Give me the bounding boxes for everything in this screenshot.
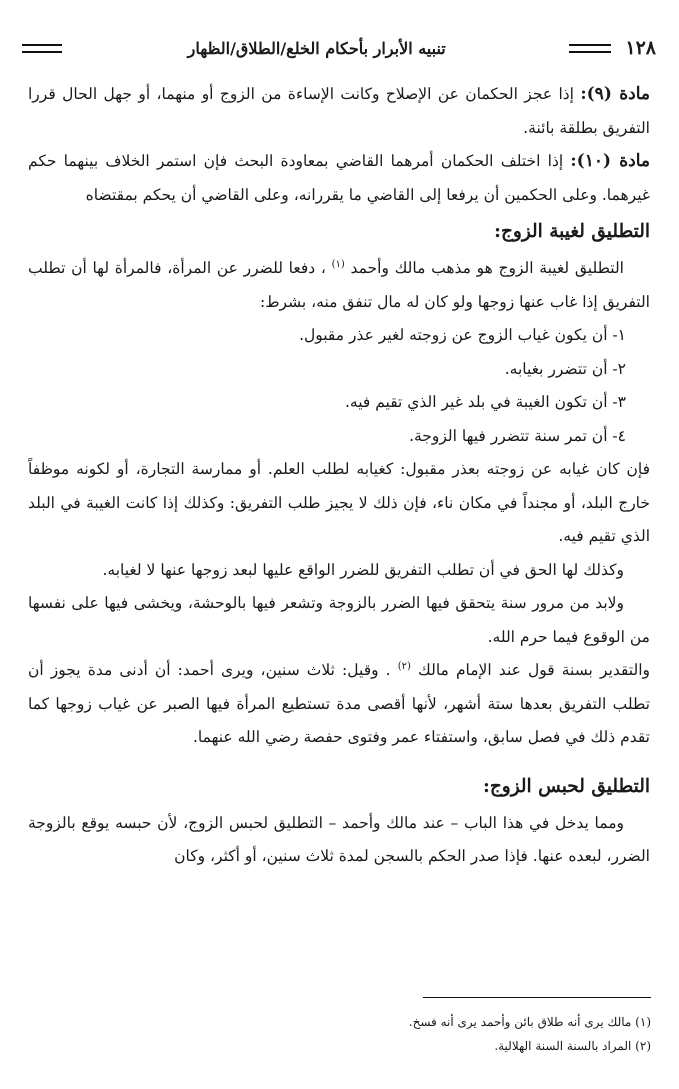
paragraph-intro: [28, 252, 650, 319]
paragraph-text: والتقدير بسنة قول عند الإمام مالك: [418, 661, 650, 679]
footnote-ref-2: (٢): [397, 660, 411, 672]
footnote-ref-1: (١): [331, 258, 345, 270]
article-label: مادة (٩):: [580, 84, 650, 104]
paragraph-imprisonment: ومما يدخل في هذا الباب – عند مالك وأحمد – التطليق لحبس الزوج، لأن حبسه يوقع بالزوجة الضرر، لبعده عنها. فإذا صدر الحكم بالسجن لمدة ثلاث سنين، أو أكثر، وكان: [28, 813, 650, 865]
footnote-1: (١) مالك يرى أنه طلاق بائن وأحمد يرى أنه فسخ.: [408, 1015, 651, 1029]
paragraph-text: . وقيل: ثلاث سنين، ويرى أحمد: أن أدنى مدة يجوز أن تطلب التفريق بعدها ستة أشهر، لأنها أقصى مدة تستطيع المرأة فيها الصبر عن غياب زوجها كما تقدم ذلك في فصل سابق، واستفتاء عمر وفتوى حفصة رضي الله عنهما.: [28, 661, 650, 746]
paragraph-text: ، دفعا للضرر عن المرأة، فالمرأة لها أن تطلب التفريق إذا غاب عنها زوجها ولو كان له مال تنفق منه، بشرط:: [28, 259, 650, 311]
article-9: [28, 78, 650, 145]
running-title: تنبيه الأبرار بأحكام الخلع/الطلاق/الظهار: [187, 38, 446, 58]
section-heading-absence: التطليق لغيبة الزوج:: [494, 221, 650, 242]
footnote-2: (٢) المراد بالسنة السنة الهلالية.: [494, 1039, 651, 1053]
article-label: مادة (١٠):: [570, 151, 650, 171]
paragraph-right: وكذلك لها الحق في أن تطلب التفريق للضرر الواقع عليها لبعد زوجها عنها لا لغيابه.: [102, 560, 624, 579]
paragraph-year: ولابد من مرور سنة يتحقق فيها الضرر بالزوجة وتشعر فيها بالوحشة، ويخشى فيها على نفسها من الوقوع فيما حرم الله.: [28, 594, 650, 646]
condition-item: ٣- أن تكون الغيبة في بلد غير الذي تقيم فيه.: [344, 393, 626, 411]
running-header: [22, 34, 656, 62]
condition-item: ٢- أن تتضرر بغيابه.: [504, 359, 626, 378]
header-rule-left: [22, 44, 62, 53]
paragraph-excuse: فإن كان غيابه عن زوجته بعذر مقبول: كغيابه لطلب العلم. أو ممارسة التجارة، أو لكونه موظفاً خارج البلد، أو مجنداً في مكان ناء، فإن ذلك لا يجيز طلب التفريق: وكذلك إذا كانت الغيبة في البلد الذي تقيم فيه.: [28, 460, 650, 545]
paragraph-estimate: [28, 654, 650, 755]
condition-item: ١- أن يكون غياب الزوج عن زوجته لغير عذر مقبول.: [299, 326, 626, 344]
article-10: [28, 145, 650, 212]
page-body: [28, 78, 650, 874]
article-text: إذا عجز الحكمان عن الإصلاح وكانت الإساءة من الزوج أو منهما، أو جهل الحال قررا التفريق بطلقة بائنة.: [28, 85, 650, 137]
footnote-separator: [423, 997, 651, 998]
article-text: إذا اختلف الحكمان أمرهما القاضي بمعاودة البحث فإن استمر الخلاف بينهما حكم غيرهما. وعلى الحكمين أن يرفعا إلى القاضي ما يقررانه، وعلى القاضي أن يحكم بمقتضاه: [28, 152, 650, 204]
footnotes: [29, 1010, 651, 1058]
paragraph-text: التطليق لغيبة الزوج هو مذهب مالك وأحمد: [350, 259, 624, 277]
section-heading-imprisonment: التطليق لحبس الزوج:: [483, 775, 650, 797]
page-number: ١٢٨: [625, 37, 656, 59]
condition-item: ٤- أن تمر سنة تتضرر فيها الزوجة.: [409, 426, 626, 445]
header-rule-right: [569, 44, 611, 53]
